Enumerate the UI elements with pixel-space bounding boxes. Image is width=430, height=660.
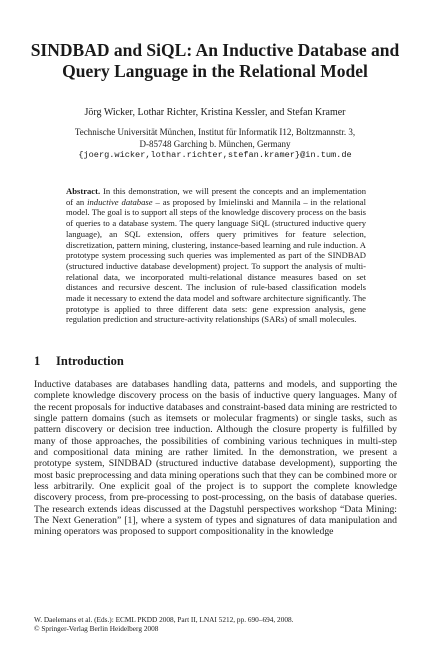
publication-footnote [34,615,397,633]
section-title: Introduction [56,354,124,368]
section-heading [34,354,394,369]
abstract-text-part-1: In this demonstration, we will present the concepts and an implementation of an [66,186,366,207]
abstract-emphasis: inductive database [87,196,153,207]
paper-title: SINDBAD and SiQL: An Inductive Database and Query Language in the Relational Model [30,40,400,81]
affiliation-line-1: Technische Universität München, Institut für Informatik I12, Boltzmannstr. 3, [74,127,356,137]
author-list: Jörg Wicker, Lothar Richter, Kristina Kessler, and Stefan Kramer [84,107,346,118]
footnote-copyright: © Springer-Verlag Berlin Heidelberg 2008 [34,624,159,633]
abstract [66,186,366,325]
affiliation-line-2: D-85748 Garching b. München, Germany [139,138,291,149]
author-emails: {joerg.wicker,lothar.richter,stefan.kramer}@in.tum.de [78,150,352,160]
abstract-label: Abstract. [66,186,101,196]
footnote-citation: W. Daelemans et al. (Eds.): ECML PKDD 2008, Part II, LNAI 5212, pp. 690–694, 2008. [34,615,294,624]
body-paragraph: Inductive databases are databases handling data, patterns and models, and supporting the complete knowledge discovery process on the basis of inductive query languages. Many of the recent proposals for inductive databases and constraint-based data mining are restricted to single pattern domains (such as itemsets or molecular fragments) or single tasks, such as pattern discovery or decision tree induction. Although the closure property is fulfilled by many of those approaches, the possibilities of combining various techniques in multi-step and compositional data mining are rather limited. In the demonstration, we present a prototype system, SINDBAD (structured inductive database development), supporting the most basic preprocessing and data mining operations such that they can be combined more or less arbitrarily. One explicit goal of the project is to support the complete knowledge discovery process, from pre-processing to post-processing, on the basis of database queries. The research extends ideas discussed at the Dagstuhl perspectives workshop “Data Mining: The Next Generation” [1], where a system of types and signatures of data manipulation and mining operators was proposed to support compositionality in the knowledge [34,379,397,538]
affiliation [20,127,410,162]
abstract-text-part-2: – as proposed by Imielinski and Mannila – in the relational model. The goal is to support all steps of the knowledge discovery process on the basis of queries to a database system. The query language SiQL (structured inductive query language), an SQL extension, offers query primitives for feature selection, discretization, pattern mining, clustering, instance-based learning and rule induction. A prototype system processing such queries was implemented as part of the SINDBAD (structured inductive database development) project. To support the analysis of multi-relational data, we incorporated multi-relational distance measures based on set distances and recursive descent. The inclusion of rule-based classification models made it necessary to extend the data model and software architecture significantly. The prototype is applied to three different data sets: gene expression analysis, gene regulation prediction and structure-activity relationships (SARs) of small molecules. [66,196,366,325]
section-number: 1 [34,354,41,368]
